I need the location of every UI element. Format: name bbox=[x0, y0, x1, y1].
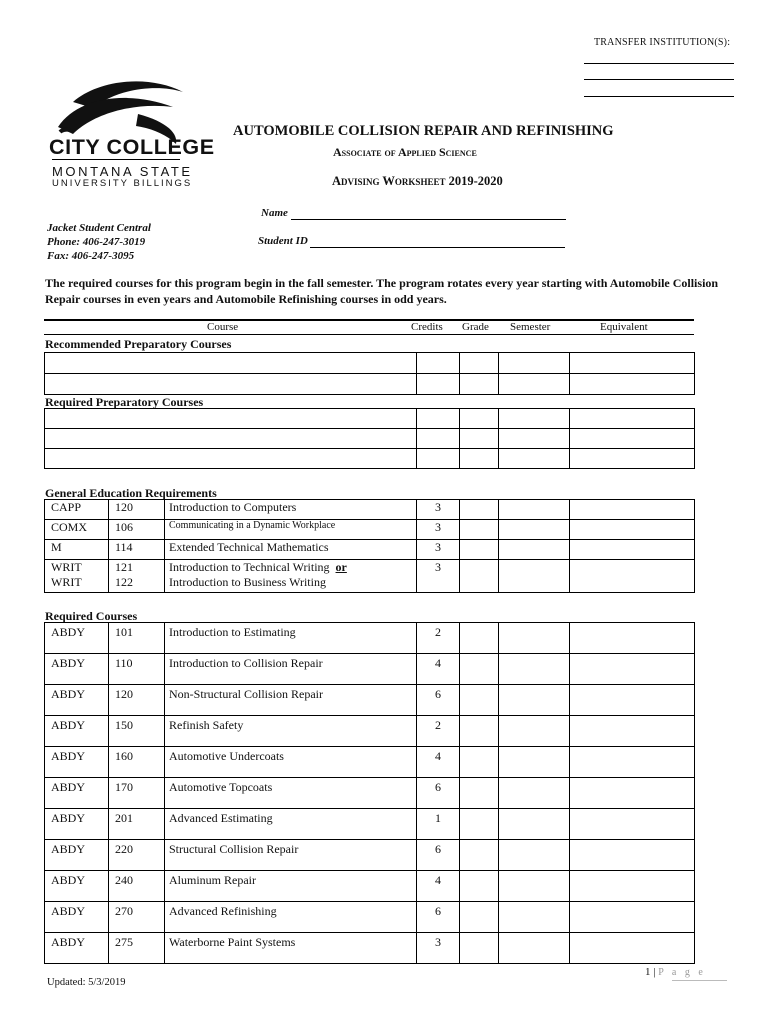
course-title-alt: Introduction to Business Writing bbox=[169, 575, 326, 589]
course-credits: 6 bbox=[417, 840, 460, 871]
course-credits: 6 bbox=[417, 902, 460, 933]
table-row bbox=[45, 429, 695, 449]
semester-cell[interactable] bbox=[499, 654, 570, 685]
section-recommended-prep: Recommended Preparatory Courses bbox=[45, 337, 232, 351]
equivalent-cell[interactable] bbox=[570, 654, 695, 685]
course-number: 170 bbox=[109, 778, 165, 809]
semester-cell[interactable] bbox=[499, 933, 570, 964]
table-row bbox=[45, 560, 695, 593]
course-number: 275 bbox=[109, 933, 165, 964]
equivalent-cell[interactable] bbox=[570, 409, 695, 429]
section-required-courses: Required Courses bbox=[45, 609, 138, 623]
table-row bbox=[45, 747, 695, 778]
course-prefix: ABDY bbox=[45, 840, 109, 871]
course-title: Refinish Safety bbox=[165, 716, 417, 747]
equivalent-cell[interactable] bbox=[570, 778, 695, 809]
semester-cell[interactable] bbox=[499, 747, 570, 778]
equivalent-cell[interactable] bbox=[570, 933, 695, 964]
semester-cell[interactable] bbox=[499, 429, 570, 449]
course-prefix: ABDY bbox=[45, 747, 109, 778]
grade-cell[interactable] bbox=[460, 409, 499, 429]
name-label: Name bbox=[261, 207, 288, 219]
equivalent-cell[interactable] bbox=[570, 840, 695, 871]
course-title: Introduction to Collision Repair bbox=[165, 654, 417, 685]
col-credits: Credits bbox=[411, 321, 443, 333]
course-number: 121 bbox=[115, 560, 133, 574]
grade-cell[interactable] bbox=[460, 540, 499, 560]
course-credits: 3 bbox=[417, 560, 460, 593]
course-number: 160 bbox=[109, 747, 165, 778]
course-credits: 3 bbox=[417, 520, 460, 540]
grade-cell[interactable] bbox=[460, 747, 499, 778]
course-number: 114 bbox=[109, 540, 165, 560]
section-gen-ed: General Education Requirements bbox=[45, 486, 217, 500]
table-row bbox=[45, 374, 695, 395]
logo-university-billings: UNIVERSITY BILLINGS bbox=[52, 178, 193, 189]
course-credits: 2 bbox=[417, 716, 460, 747]
course-title: Waterborne Paint Systems bbox=[165, 933, 417, 964]
course-number: 120 bbox=[109, 685, 165, 716]
grade-cell[interactable] bbox=[460, 520, 499, 540]
logo-divider bbox=[52, 159, 180, 160]
course-prefix-alt: WRIT bbox=[51, 575, 82, 589]
course-credits: 4 bbox=[417, 654, 460, 685]
course-credits: 3 bbox=[417, 500, 460, 520]
table-row bbox=[45, 809, 695, 840]
course-number: 220 bbox=[109, 840, 165, 871]
course-title: Structural Collision Repair bbox=[165, 840, 417, 871]
equivalent-cell[interactable] bbox=[570, 429, 695, 449]
table-row bbox=[45, 933, 695, 964]
semester-cell[interactable] bbox=[499, 809, 570, 840]
table-row bbox=[45, 449, 695, 469]
course-prefix: M bbox=[45, 540, 109, 560]
program-intro: The required courses for this program begin in the fall semester. The program rotates every year starting with Automobile Collision Repair courses in even years and Automobile Refinishing courses in odd years. bbox=[45, 276, 719, 306]
semester-cell[interactable] bbox=[499, 685, 570, 716]
course-prefix: ABDY bbox=[45, 809, 109, 840]
course-prefix: COMX bbox=[45, 520, 109, 540]
header-rule bbox=[44, 334, 694, 335]
page-footer: 1 | P a g e bbox=[645, 966, 706, 978]
course-number: 120 bbox=[109, 500, 165, 520]
table-row bbox=[45, 623, 695, 654]
equivalent-cell[interactable] bbox=[570, 353, 695, 374]
equivalent-cell[interactable] bbox=[570, 747, 695, 778]
recommended-prep-table bbox=[44, 352, 695, 395]
course-title: Introduction to Estimating bbox=[165, 623, 417, 654]
table-row bbox=[45, 716, 695, 747]
contact-fax: Fax: 406-247-3095 bbox=[47, 250, 135, 262]
equivalent-cell[interactable] bbox=[570, 685, 695, 716]
table-row bbox=[45, 500, 695, 520]
table-row bbox=[45, 520, 695, 540]
course-prefix: ABDY bbox=[45, 871, 109, 902]
course-credits: 1 bbox=[417, 809, 460, 840]
course-prefix: ABDY bbox=[45, 654, 109, 685]
equivalent-cell[interactable] bbox=[570, 716, 695, 747]
table-row bbox=[45, 840, 695, 871]
semester-cell[interactable] bbox=[499, 840, 570, 871]
course-title: Advanced Estimating bbox=[165, 809, 417, 840]
equivalent-cell[interactable] bbox=[570, 520, 695, 540]
contact-office: Jacket Student Central bbox=[47, 222, 151, 234]
course-credits: 2 bbox=[417, 623, 460, 654]
credits-cell[interactable] bbox=[417, 429, 460, 449]
course-cell[interactable] bbox=[45, 429, 417, 449]
course-title: Advanced Refinishing bbox=[165, 902, 417, 933]
credits-cell[interactable] bbox=[417, 374, 460, 395]
col-semester: Semester bbox=[510, 321, 551, 333]
course-prefix: WRIT bbox=[51, 560, 82, 574]
course-cell[interactable] bbox=[45, 449, 417, 469]
grade-cell[interactable] bbox=[460, 374, 499, 395]
grade-cell[interactable] bbox=[460, 685, 499, 716]
grade-cell[interactable] bbox=[460, 809, 499, 840]
course-prefix: ABDY bbox=[45, 778, 109, 809]
course-credits: 4 bbox=[417, 747, 460, 778]
updated-date: Updated: 5/3/2019 bbox=[47, 977, 126, 988]
credits-cell[interactable] bbox=[417, 353, 460, 374]
semester-cell[interactable] bbox=[499, 449, 570, 469]
table-row bbox=[45, 409, 695, 429]
logo-city-college: CITY COLLEGE bbox=[49, 135, 215, 159]
name-field[interactable] bbox=[291, 219, 566, 220]
header-rule bbox=[44, 319, 694, 321]
table-row bbox=[45, 685, 695, 716]
worksheet-title: Advising Worksheet 2019-2020 bbox=[332, 174, 503, 188]
equivalent-cell[interactable] bbox=[570, 623, 695, 654]
course-prefix: ABDY bbox=[45, 933, 109, 964]
grade-cell[interactable] bbox=[460, 716, 499, 747]
table-row bbox=[45, 778, 695, 809]
gen-ed-table bbox=[44, 499, 695, 593]
grade-cell[interactable] bbox=[460, 623, 499, 654]
semester-cell[interactable] bbox=[499, 871, 570, 902]
semester-cell[interactable] bbox=[499, 520, 570, 540]
transfer-institution-label: TRANSFER INSTITUTION(S): bbox=[594, 37, 731, 48]
course-number: 110 bbox=[109, 654, 165, 685]
col-course: Course bbox=[207, 321, 239, 333]
semester-cell[interactable] bbox=[499, 560, 570, 593]
course-cell[interactable] bbox=[45, 353, 417, 374]
col-grade: Grade bbox=[462, 321, 489, 333]
grade-cell[interactable] bbox=[460, 429, 499, 449]
equivalent-cell[interactable] bbox=[570, 500, 695, 520]
course-prefix: ABDY bbox=[45, 716, 109, 747]
course-number: 201 bbox=[109, 809, 165, 840]
grade-cell[interactable] bbox=[460, 560, 499, 593]
course-cell[interactable] bbox=[45, 409, 417, 429]
transfer-institution-line[interactable] bbox=[584, 79, 734, 80]
semester-cell[interactable] bbox=[499, 623, 570, 654]
course-credits: 6 bbox=[417, 685, 460, 716]
semester-cell[interactable] bbox=[499, 902, 570, 933]
course-number: 106 bbox=[109, 520, 165, 540]
transfer-institution-line[interactable] bbox=[584, 96, 734, 97]
course-credits: 3 bbox=[417, 933, 460, 964]
transfer-institution-line[interactable] bbox=[584, 63, 734, 64]
page-word: P a g e bbox=[658, 967, 706, 978]
course-credits: 4 bbox=[417, 871, 460, 902]
semester-cell[interactable] bbox=[499, 374, 570, 395]
course-number: 240 bbox=[109, 871, 165, 902]
degree-subtitle: Associate of Applied Science bbox=[333, 145, 477, 159]
credits-cell[interactable] bbox=[417, 409, 460, 429]
course-prefix: ABDY bbox=[45, 685, 109, 716]
page-number: 1 bbox=[645, 966, 651, 978]
equivalent-cell[interactable] bbox=[570, 871, 695, 902]
credits-cell[interactable] bbox=[417, 449, 460, 469]
course-prefix bbox=[45, 560, 109, 593]
course-credits: 6 bbox=[417, 778, 460, 809]
course-title bbox=[165, 560, 417, 593]
course-title: Extended Technical Mathematics bbox=[165, 540, 417, 560]
or-separator: or bbox=[335, 560, 347, 574]
semester-cell[interactable] bbox=[499, 540, 570, 560]
table-row bbox=[45, 353, 695, 374]
course-title: Non-Structural Collision Repair bbox=[165, 685, 417, 716]
course-number bbox=[109, 560, 165, 593]
equivalent-cell[interactable] bbox=[570, 374, 695, 395]
student-id-field[interactable] bbox=[310, 247, 565, 248]
semester-cell[interactable] bbox=[499, 716, 570, 747]
course-prefix: CAPP bbox=[45, 500, 109, 520]
footer-rule bbox=[672, 980, 727, 981]
table-row bbox=[45, 654, 695, 685]
course-title: Communicating in a Dynamic Workplace bbox=[165, 520, 417, 540]
equivalent-cell[interactable] bbox=[570, 540, 695, 560]
contact-phone: Phone: 406-247-3019 bbox=[47, 236, 146, 248]
course-title: Automotive Topcoats bbox=[165, 778, 417, 809]
table-row bbox=[45, 540, 695, 560]
col-equivalent: Equivalent bbox=[600, 321, 648, 333]
required-prep-table bbox=[44, 408, 695, 469]
program-title: AUTOMOBILE COLLISION REPAIR AND REFINISHING bbox=[233, 123, 614, 139]
course-number: 270 bbox=[109, 902, 165, 933]
required-courses-table bbox=[44, 622, 695, 964]
equivalent-cell[interactable] bbox=[570, 809, 695, 840]
equivalent-cell[interactable] bbox=[570, 560, 695, 593]
course-cell[interactable] bbox=[45, 374, 417, 395]
grade-cell[interactable] bbox=[460, 778, 499, 809]
course-title: Automotive Undercoats bbox=[165, 747, 417, 778]
course-title: Introduction to Computers bbox=[165, 500, 417, 520]
grade-cell[interactable] bbox=[460, 871, 499, 902]
grade-cell[interactable] bbox=[460, 500, 499, 520]
section-required-prep: Required Preparatory Courses bbox=[45, 395, 204, 409]
course-prefix: ABDY bbox=[45, 623, 109, 654]
grade-cell[interactable] bbox=[460, 353, 499, 374]
grade-cell[interactable] bbox=[460, 933, 499, 964]
course-title: Introduction to Technical Writing bbox=[169, 560, 330, 574]
course-number: 150 bbox=[109, 716, 165, 747]
grade-cell[interactable] bbox=[460, 902, 499, 933]
course-credits: 3 bbox=[417, 540, 460, 560]
student-id-label: Student ID bbox=[258, 235, 308, 247]
grade-cell[interactable] bbox=[460, 840, 499, 871]
course-prefix: ABDY bbox=[45, 902, 109, 933]
equivalent-cell[interactable] bbox=[570, 449, 695, 469]
grade-cell[interactable] bbox=[460, 449, 499, 469]
semester-cell[interactable] bbox=[499, 409, 570, 429]
semester-cell[interactable] bbox=[499, 778, 570, 809]
course-title: Aluminum Repair bbox=[165, 871, 417, 902]
course-number-alt: 122 bbox=[115, 575, 133, 589]
grade-cell[interactable] bbox=[460, 654, 499, 685]
equivalent-cell[interactable] bbox=[570, 902, 695, 933]
semester-cell[interactable] bbox=[499, 353, 570, 374]
table-row bbox=[45, 871, 695, 902]
semester-cell[interactable] bbox=[499, 500, 570, 520]
logo-montana-state: MONTANA STATE bbox=[52, 164, 193, 179]
table-row bbox=[45, 902, 695, 933]
course-number: 101 bbox=[109, 623, 165, 654]
